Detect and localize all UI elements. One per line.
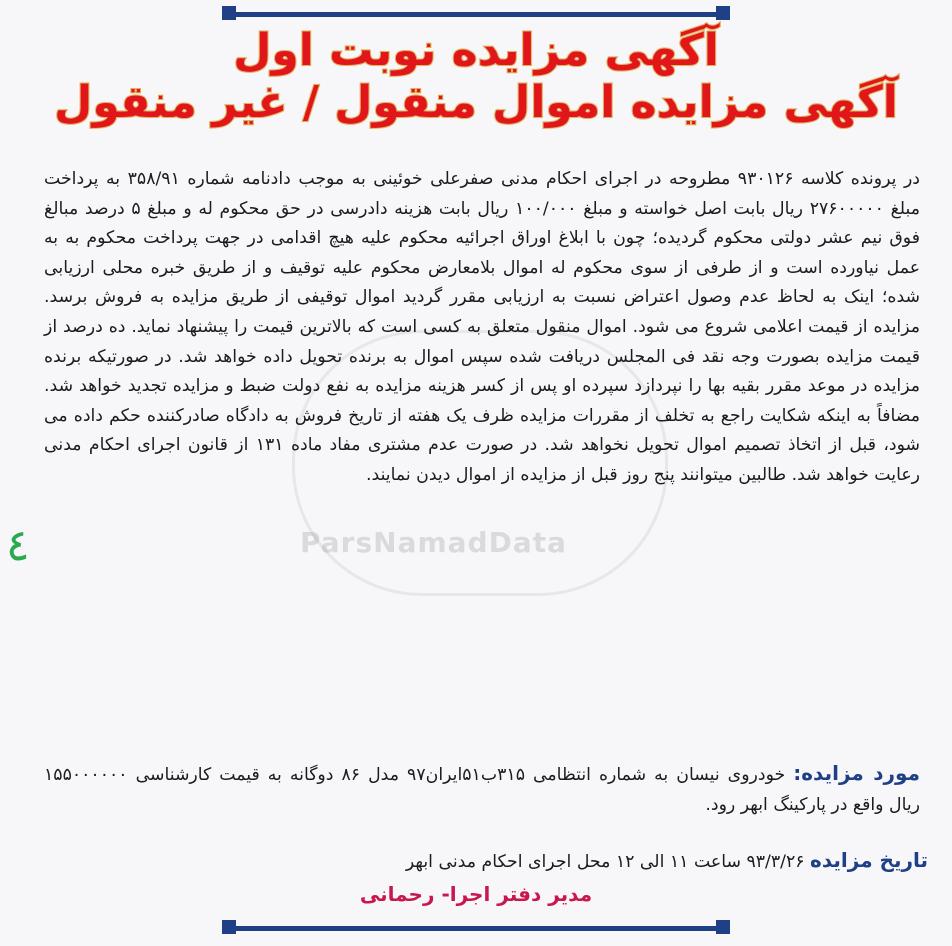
auction-subject [44,759,920,820]
signature: مدیر دفتر اجرا- رحمانی [359,882,593,906]
header [0,25,952,129]
page-title-line1: آگهی مزایده نوبت اول [233,25,719,76]
margin-handwritten-mark: ٤ [6,520,30,571]
auction-date-label: تاریخ مزایده [810,848,928,872]
notice-body: در پرونده کلاسه ۹۳۰۱۲۶ مطروحه در اجرای احکام مدنی صفرعلی خوئینی به موجب دادنامه شماره ۳۵۸/۹۱ به پرداخت مبلغ ۲۷۶۰۰۰۰۰ ریال بابت اصل خواسته و مبلغ ۱۰۰/۰۰۰ ریال بابت هزینه دادرسی در حق محکوم له و مبلغ ۵ درصد مبالغ فوق نیم عشر دولتی محکوم گردیده؛ چون با ابلاغ اوراق اجرائیه محکوم علیه هیچ اقدامی در جهت پرداخت محکوم به به عمل نیاورده است و از طرفی از سوی محکوم له اموال بلامعارض محکوم علیه توقیف و از طریق خبره محلی ارزیابی شده؛ اینک به لحاظ عدم وصول اعتراض نسبت به ارزیابی مقرر گردید اموال توقیفی از طریق مزایده به فروش برسد. مزایده از قیمت اعلامی شروع می شود. اموال منقول متعلق به کسی است که بالاترین قیمت را پیشنهاد نماید. ده درصد از قیمت مزایده بصورت وجه نقد فی المجلس دریافت شده سپس اموال به برنده تحویل داده خواهد شد. در صورتیکه برنده مزایده در موعد مقرر بقیه بها را نپردازد سپرده او پس از کسر هزینه مزایده به نفع دولت ضبط و مزایده تجدید خواهد شد. مضافاً به اینکه شکایت راجع به تخلف از مقررات مزایده ظرف یک هفته از تاریخ فروش به دادگاه صادرکننده حکم داده می شود، قبل از اتخاذ تصمیم اموال تحویل نخواهد شد. در صورت عدم مشتری مفاد ماده ۱۳۱ از قانون اجرای احکام مدنی رعایت خواهد شد. طالبین میتوانند پنج روز قبل از مزایده از اموال دیدن نمایند. [44,169,921,485]
auction-subject-text: خودروی نیسان به شماره انتظامی ۳۱۵ب۵۱ایران۹۷ مدل ۸۶ دوگانه به قیمت کارشناسی ۱۵۵۰۰۰۰۰۰ ریال واقع در پارکینگ ابهر رود. [44,765,920,815]
page-title-line2: آگهی مزایده اموال منقول / غیر منقول [54,77,898,129]
auction-subject-label: مورد مزایده: [793,761,920,785]
watermark-text: ParsNamadData [300,526,567,559]
bottom-divider [226,926,726,931]
top-divider [226,12,726,17]
auction-date [406,846,928,878]
auction-date-text: ۹۳/۳/۲۶ ساعت ۱۱ الی ۱۲ محل اجرای احکام مدنی ابهر [405,852,805,872]
